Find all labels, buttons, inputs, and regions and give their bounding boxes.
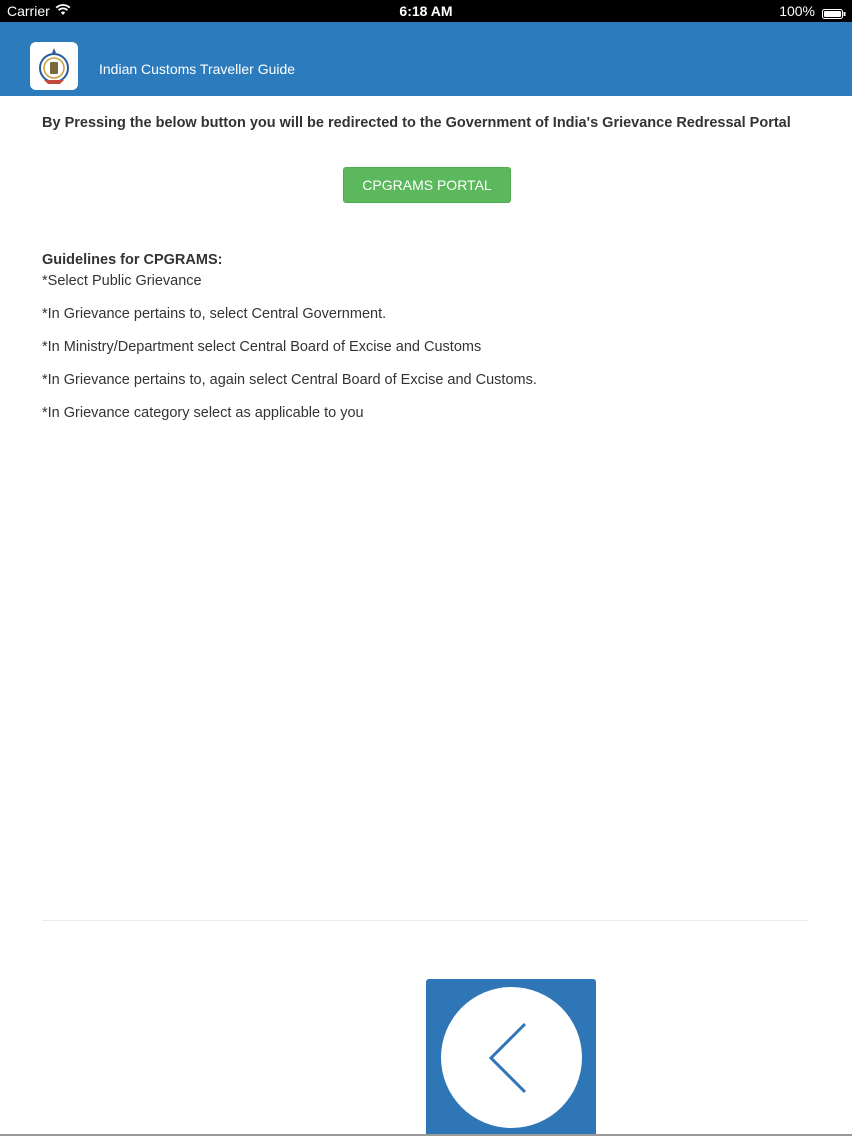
carrier-label: Carrier [7, 3, 50, 19]
battery-icon [822, 6, 846, 16]
intro-text: By Pressing the below button you will be redirected to the Government of India's Grievance Redressal Portal [42, 115, 791, 131]
guideline-item: *In Grievance category select as applicable to you [42, 405, 364, 421]
back-button[interactable] [426, 979, 596, 1136]
chevron-left-icon [487, 1022, 537, 1094]
guideline-item: *In Grievance pertains to, again select Central Board of Excise and Customs. [42, 372, 537, 388]
customs-emblem-icon [30, 42, 78, 90]
main-content [42, 112, 812, 423]
divider [42, 920, 808, 921]
app-header [0, 22, 852, 96]
guidelines-heading: Guidelines for CPGRAMS: [42, 252, 223, 268]
cpgrams-portal-button[interactable]: CPGRAMS PORTAL [343, 167, 511, 203]
back-button-circle [441, 987, 582, 1128]
guideline-item: *In Ministry/Department select Central Board of Excise and Customs [42, 339, 482, 355]
battery-percentage: 100% [779, 3, 815, 19]
app-title: Indian Customs Traveller Guide [99, 61, 296, 77]
clock: 6:18 AM [399, 3, 453, 19]
guideline-item: *In Grievance pertains to, select Central Government. [42, 306, 387, 322]
guideline-item: *Select Public Grievance [42, 273, 202, 289]
status-bar [0, 0, 852, 22]
